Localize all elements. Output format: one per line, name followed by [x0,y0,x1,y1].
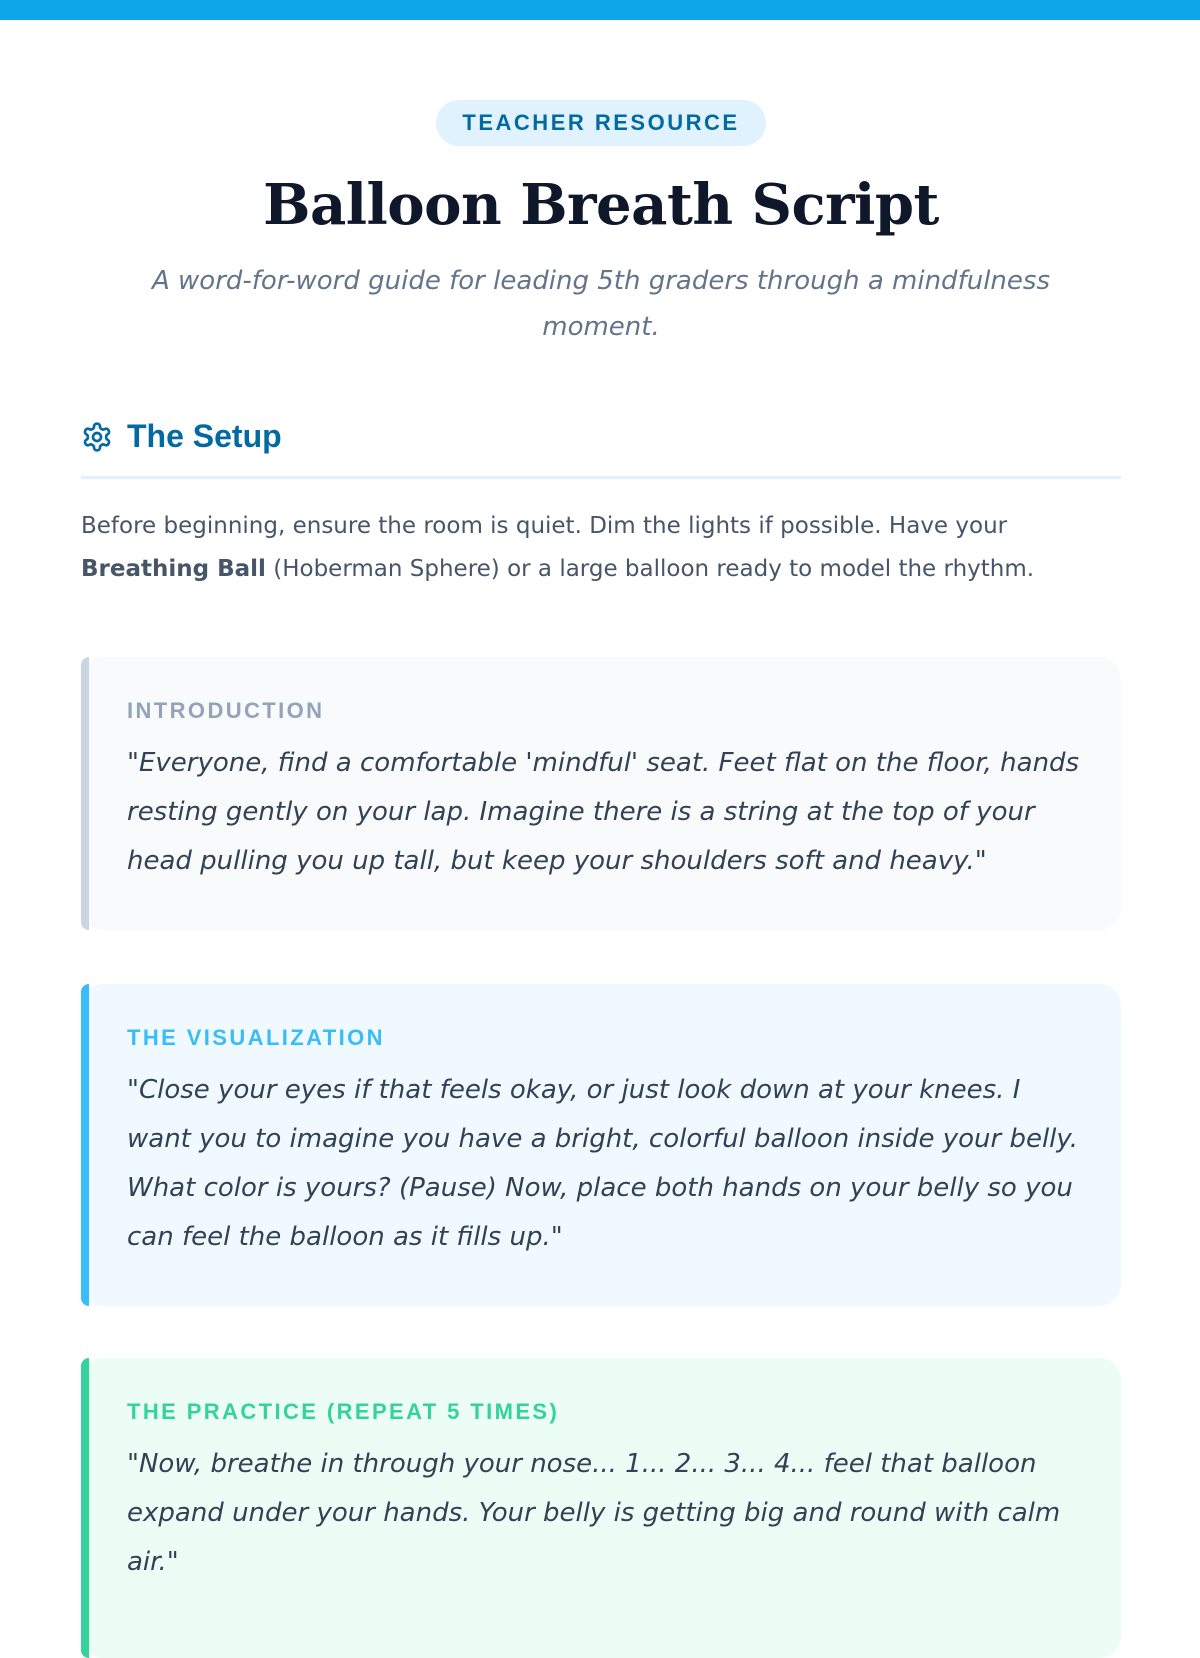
card-accent-bar [81,657,89,930]
card-script-text: "Everyone, find a comfortable 'mindful' seat. Feet flat on the floor, hands resting gently on your lap. Imagine there is a string at the top of your head pulling you up tall, but keep your shoulders soft and heavy." [127,748,1080,876]
script-card-practice [81,1358,1121,1658]
setup-paragraph [81,505,1121,591]
badge-container [81,100,1121,146]
setup-text-after: (Hoberman Sphere) or a large balloon ready to model the rhythm. [265,556,1035,582]
setup-bold-term: Breathing Ball [81,556,266,582]
card-label: THE VISUALIZATION [127,1025,385,1050]
page-title: Balloon Breath Script [263,172,939,238]
card-script-text: "Now, breathe in through your nose... 1... 2... 3... 4... feel that balloon expand under your hands. Your belly is getting big and round with calm air." [127,1449,1061,1577]
setup-section-header [81,412,1121,479]
card-script-text: "Close your eyes if that feels okay, or just look down at your knees. I want you to imagine you have a bright, colorful balloon inside your belly. What color is yours? (Pause) Now, place both hands on your belly so you can feel the balloon as it fills up." [127,1075,1079,1252]
card-label: THE PRACTICE (REPEAT 5 TIMES) [127,1399,560,1424]
card-accent-bar [81,984,89,1306]
gear-icon [81,421,113,453]
top-accent-bar [0,0,1200,20]
script-card-visualization [81,984,1121,1306]
page-subtitle: A word-for-word guide for leading 5th graders through a mindfulness moment. [151,266,1050,342]
resource-badge: TEACHER RESOURCE [436,100,765,146]
script-card-introduction [81,657,1121,930]
card-accent-bar [81,1358,89,1658]
card-label: INTRODUCTION [127,698,325,723]
setup-text-before: Before beginning, ensure the room is quiet. Dim the lights if possible. Have your [81,513,1008,539]
setup-heading: The Setup [127,418,282,454]
